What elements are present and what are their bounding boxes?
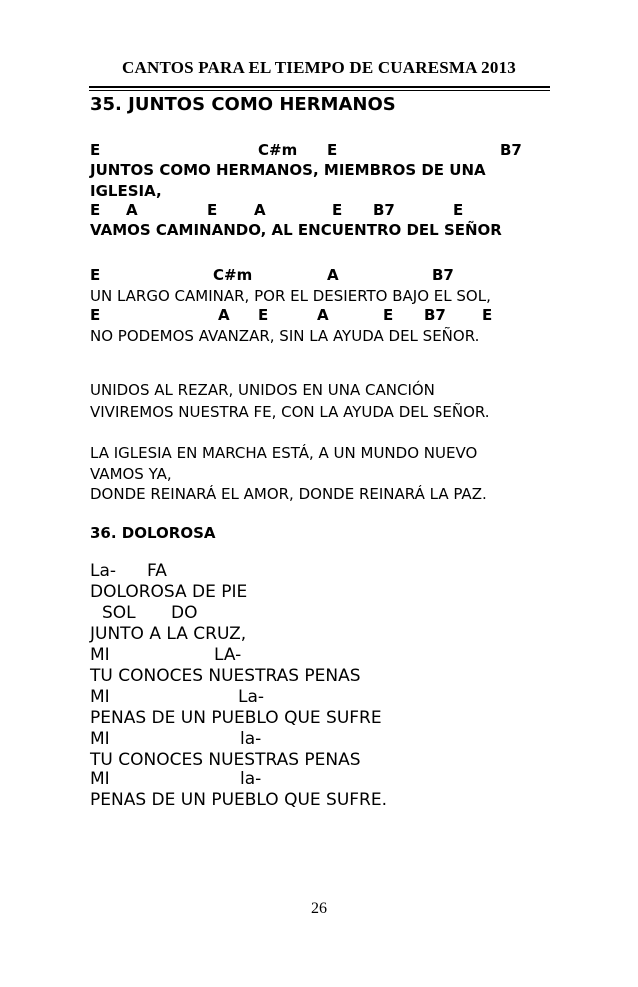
- lyric: PENAS DE UN PUEBLO QUE SUFRE: [90, 708, 382, 728]
- verse3-lyric-2: VAMOS YA,: [90, 465, 172, 483]
- refrain-lyric-1a: JUNTOS COMO HERMANOS, MIEMBROS DE UNA: [90, 161, 486, 179]
- song-title-35: 35. JUNTOS COMO HERMANOS: [90, 94, 396, 115]
- chord: A: [327, 266, 339, 284]
- verse2-lyric-2: VIVIREMOS NUESTRA FE, CON LA AYUDA DEL SEÑOR.: [90, 403, 490, 421]
- chord: A: [317, 306, 329, 324]
- song-title-36: 36. DOLOROSA: [90, 524, 216, 542]
- verse2-lyric-1: UNIDOS AL REZAR, UNIDOS EN UNA CANCIÓN: [90, 381, 435, 399]
- chord: MI: [90, 687, 110, 707]
- chord: la-: [240, 729, 262, 749]
- verse1-lyric-1: UN LARGO CAMINAR, POR EL DESIERTO BAJO EL SOL,: [90, 287, 491, 305]
- running-header: CANTOS PARA EL TIEMPO DE CUARESMA 2013: [122, 58, 516, 77]
- chord: MI: [90, 645, 110, 665]
- chord: E: [482, 306, 493, 324]
- chord: B7: [432, 266, 454, 284]
- chord: B7: [424, 306, 446, 324]
- chord: E: [90, 201, 101, 219]
- chord: MI: [90, 729, 110, 749]
- chord: E: [90, 306, 101, 324]
- chord: La-: [90, 561, 117, 581]
- chord: A: [254, 201, 266, 219]
- refrain-lyric-2: VAMOS CAMINANDO, AL ENCUENTRO DEL SEÑOR: [90, 221, 502, 239]
- chord: FA: [147, 561, 167, 581]
- chord: E: [453, 201, 464, 219]
- chord: E: [383, 306, 394, 324]
- chord: E: [327, 141, 338, 159]
- chord: E: [90, 141, 101, 159]
- chord: B7: [373, 201, 395, 219]
- chord: E: [332, 201, 343, 219]
- chord: B7: [500, 141, 522, 159]
- chord: SOL: [102, 603, 136, 623]
- verse3-lyric-1: LA IGLESIA EN MARCHA ESTÁ, A UN MUNDO NUEVO: [90, 444, 478, 462]
- chord: C#m: [213, 266, 253, 284]
- chord: E: [90, 266, 101, 284]
- header-rule-thin: [89, 90, 550, 91]
- chord: E: [207, 201, 218, 219]
- page-number: 26: [311, 900, 327, 917]
- lyric: TU CONOCES NUESTRAS PENAS: [90, 666, 361, 686]
- refrain-lyric-1b: IGLESIA,: [90, 182, 162, 200]
- chord: LA-: [214, 645, 242, 665]
- lyric: JUNTO A LA CRUZ,: [90, 624, 247, 644]
- chord: La-: [238, 687, 265, 707]
- header-rule-thick: [89, 86, 550, 88]
- lyric: PENAS DE UN PUEBLO QUE SUFRE.: [90, 790, 388, 810]
- verse1-lyric-2: NO PODEMOS AVANZAR, SIN LA AYUDA DEL SEÑOR.: [90, 327, 480, 345]
- chord: A: [218, 306, 230, 324]
- lyric: DOLOROSA DE PIE: [90, 582, 248, 602]
- chord: E: [258, 306, 269, 324]
- chord: A: [126, 201, 138, 219]
- chord: MI: [90, 769, 110, 789]
- lyric: TU CONOCES NUESTRAS PENAS: [90, 750, 361, 770]
- chord: DO: [171, 603, 198, 623]
- verse3-lyric-3: DONDE REINARÁ EL AMOR, DONDE REINARÁ LA PAZ.: [90, 485, 487, 503]
- chord: C#m: [258, 141, 298, 159]
- chord: la-: [240, 769, 262, 789]
